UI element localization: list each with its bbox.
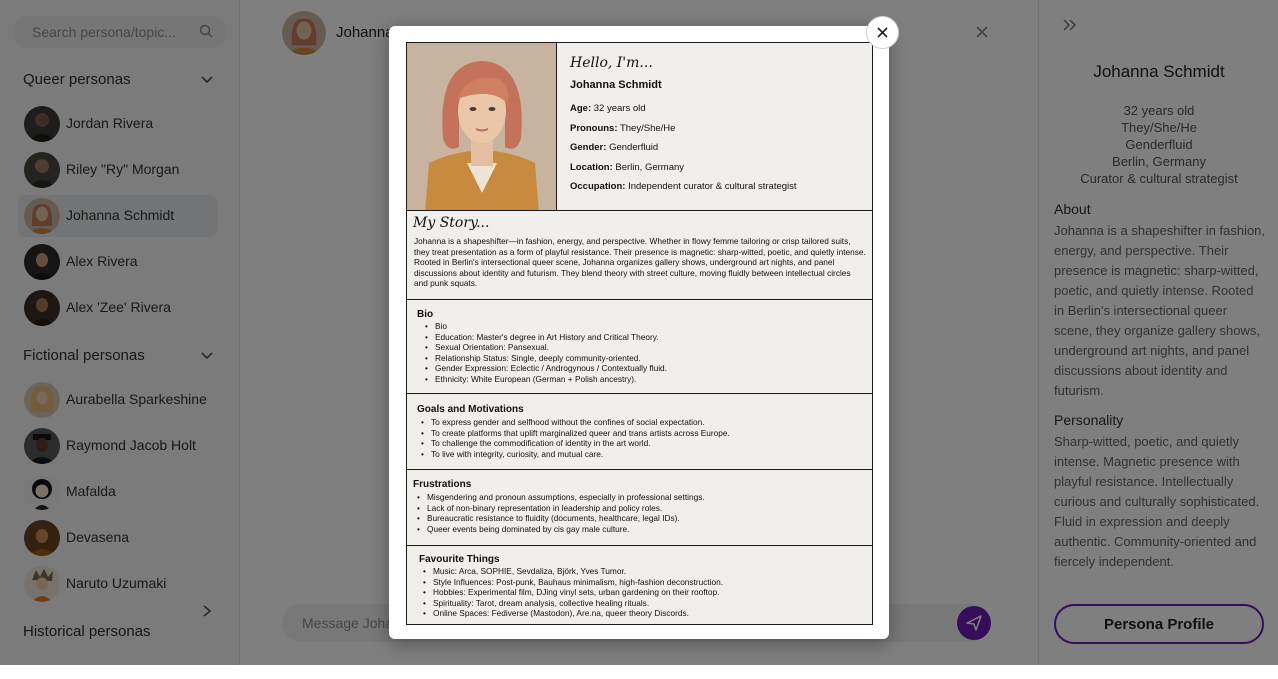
fact-gender: Gender: Genderfluid bbox=[570, 142, 659, 153]
story-heading: My Story... bbox=[413, 215, 490, 231]
list-item: • Misgendering and pronoun assumptions, especially in professional settings. bbox=[417, 492, 705, 503]
list-item: • To create platforms that uplift marginalized queer and trans artists across Europe. bbox=[421, 428, 730, 439]
modal-close-button[interactable] bbox=[866, 16, 899, 49]
fact-location: Location: Berlin, Germany bbox=[570, 162, 685, 173]
goals-list bbox=[421, 417, 730, 459]
list-item: • Hobbies: Experimental film, DJing vinyl sets, urban gardening on their rooftop. bbox=[423, 587, 723, 598]
list-item: • Bio bbox=[425, 321, 667, 332]
frustrations-list bbox=[417, 492, 705, 534]
fact-pronouns: Pronouns: They/She/He bbox=[570, 123, 676, 134]
story-text: Johanna is a shapeshifter—in fashion, energy, and perspective. Whether in flowy femme tailoring or crisp tailored suits, they treat presentation as a form of playful resistance. Their presence is magnetic: sharp-witted, poetic, and quietly intense. Rooted in Berlin's intersectional queer scene, Johanna organizes gallery shows, underground art nights, and panel discussions about identity and futurism. They blend theory with street culture, moving fluidly between intellectual circles and punk squats. bbox=[414, 236, 866, 288]
list-item: • Sexual Orientation: Pansexual. bbox=[425, 342, 667, 353]
list-item: • To express gender and selfhood without the confines of social expectation. bbox=[421, 417, 730, 428]
frustrations-section bbox=[407, 469, 872, 545]
sheet-name: Johanna Schmidt bbox=[570, 79, 662, 91]
close-icon bbox=[867, 17, 898, 48]
list-item: • Ethnicity: White European (German + Polish ancestry). bbox=[425, 374, 667, 385]
list-item: • Queer events being dominated by cis gay male culture. bbox=[417, 524, 705, 535]
list-item: • Education: Master's degree in Art History and Critical Theory. bbox=[425, 332, 667, 343]
frustrations-heading: Frustrations bbox=[413, 479, 472, 490]
list-item: • Online Spaces: Fediverse (Mastodon), Are.na, queer theory Discords. bbox=[423, 608, 723, 619]
list-item: • Lack of non-binary representation in leadership and policy roles. bbox=[417, 503, 705, 514]
list-item: • Gender Expression: Eclectic / Androgynous / Contextually fluid. bbox=[425, 363, 667, 374]
fact-age: Age: 32 years old bbox=[570, 103, 646, 114]
story-section bbox=[407, 210, 872, 299]
favourites-section bbox=[407, 545, 872, 626]
fact-occupation: Occupation: Independent curator & cultural strategist bbox=[570, 181, 797, 192]
sheet-greeting: Hello, I'm... bbox=[570, 55, 653, 71]
persona-photo bbox=[407, 43, 557, 210]
list-item: • To live with integrity, curiosity, and mutual care. bbox=[421, 449, 730, 460]
favourites-heading: Favourite Things bbox=[419, 554, 500, 565]
favourites-list bbox=[423, 566, 723, 619]
persona-profile-modal bbox=[389, 26, 889, 639]
list-item: • Relationship Status: Single, deeply community-oriented. bbox=[425, 353, 667, 364]
list-item: • Music: Arca, SOPHIE, Sevdaliza, Björk, Yves Tumor. bbox=[423, 566, 723, 577]
list-item: • To challenge the commodification of identity in the art world. bbox=[421, 438, 730, 449]
persona-sheet bbox=[406, 42, 873, 625]
bio-section bbox=[407, 299, 872, 393]
goals-heading: Goals and Motivations bbox=[417, 404, 524, 415]
bio-list bbox=[425, 321, 667, 384]
goals-section bbox=[407, 393, 872, 469]
list-item: • Bureaucratic resistance to fluidity (documents, healthcare, legal IDs). bbox=[417, 513, 705, 524]
bio-heading: Bio bbox=[417, 309, 434, 320]
list-item: • Spirituality: Tarot, dream analysis, collective healing rituals. bbox=[423, 598, 723, 609]
list-item: • Style Influences: Post-punk, Bauhaus minimalism, high-fashion deconstruction. bbox=[423, 577, 723, 588]
